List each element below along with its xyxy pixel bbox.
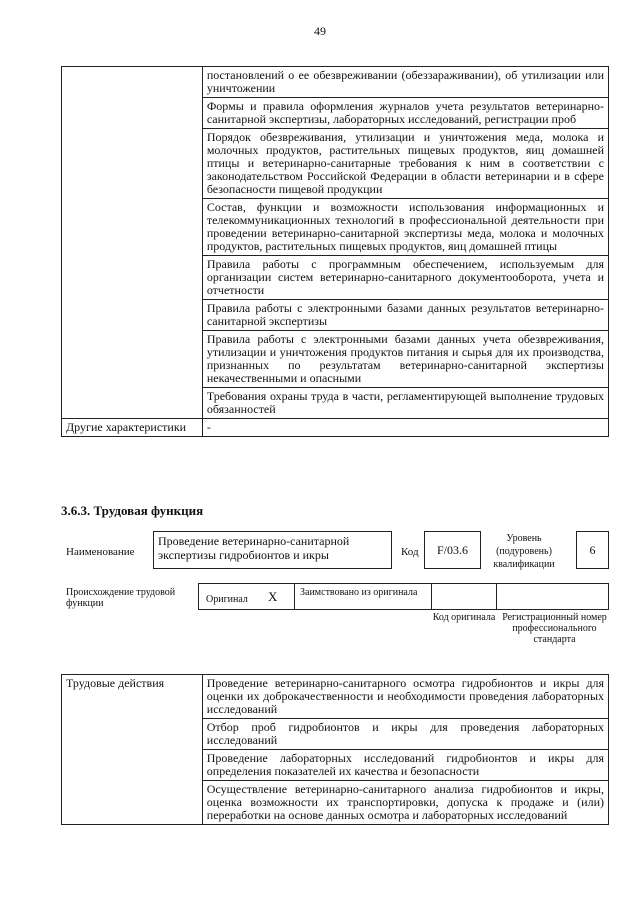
- origin-label: Происхождение трудовой функции: [66, 587, 176, 609]
- action-item: Отбор проб гидробионтов и икры для проведения лабораторных исследований: [202, 719, 608, 750]
- original-mark: X: [268, 589, 278, 604]
- other-characteristics-value: -: [202, 419, 608, 437]
- knowledge-item: Требования охраны труда в части, регламентирующей выполнение трудовых обязанностей: [202, 388, 608, 419]
- code-original-label: Код оригинала: [432, 612, 496, 623]
- level-value: 6: [576, 531, 609, 569]
- action-item: Проведение ветеринарно-санитарного осмотра гидробионтов и икры для оценки их доброкачественности и необходимости проведения лабораторных исследований: [202, 675, 608, 719]
- knowledge-table: [61, 66, 609, 437]
- action-item: Осуществление ветеринарно-санитарного анализа гидробионтов и икры, оценка возможности их транспортировки, допуска к продаже и (или) переработки на основе данных осмотра и лабораторных исследований: [202, 781, 608, 825]
- table-row: [62, 67, 609, 98]
- function-code: F/03.6: [424, 531, 481, 569]
- table-row: [62, 675, 609, 719]
- original-label: Оригинал: [206, 594, 248, 605]
- code-label: Код: [401, 546, 419, 558]
- function-name: Проведение ветеринарно-санитарной экспертизы гидробионтов и икры: [153, 531, 392, 569]
- knowledge-item: Правила работы с программным обеспечением, используемым для организации систем ветеринарно-санитарного документооборота, учета и отчетности: [202, 256, 608, 300]
- knowledge-item: Порядок обезвреживания, утилизации и уничтожения меда, молока и молочных продуктов, растительных пищевых продуктов, яиц домашней птицы и ветеринарно-санитарные требования к ним в соответствии с законодательством Российской Федерации в области ветеринарии и в сфере безопасности пищевой продукции: [202, 129, 608, 199]
- borrowed-label: Заимствовано из оригинала: [300, 587, 418, 598]
- reg-number-label: Регистрационный номер профессионального стандарта: [502, 612, 607, 645]
- actions-label: Трудовые действия: [62, 675, 203, 825]
- actions-table: [61, 674, 609, 825]
- page-number: 49: [314, 24, 326, 38]
- knowledge-item: Состав, функции и возможности использования информационных и телекоммуникационных технологий в профессиональной деятельности при проведении ветеринарно-санитарной экспертизы меда, молока и молочных продуктов, растительных пищевых продуктов, яиц домашней птицы: [202, 199, 608, 256]
- empty-label-cell: [62, 67, 203, 419]
- knowledge-item: Правила работы с электронными базами данных результатов ветеринарно-санитарной экспертизы: [202, 300, 608, 331]
- knowledge-item: постановлений о ее обезвреживании (обеззараживании), об утилизации или уничтожении: [202, 67, 608, 98]
- level-label: Уровень (подуровень) квалификации: [493, 533, 555, 570]
- name-label: Наименование: [66, 546, 135, 558]
- knowledge-item: Правила работы с электронными базами данных учета обезвреживания, утилизации и уничтожения продуктов питания и сырья для их производства, признанных по результатам ветеринарно-санитарной экспертизы некачественными и опасными: [202, 331, 608, 388]
- knowledge-item: Формы и правила оформления журналов учета результатов ветеринарно-санитарной экспертизы, лабораторных исследований, регистрации проб: [202, 98, 608, 129]
- section-title: 3.6.3. Трудовая функция: [61, 503, 204, 518]
- action-item: Проведение лабораторных исследований гидробионтов и икры для определения показателей их качества и безопасности: [202, 750, 608, 781]
- table-row: [62, 419, 609, 437]
- other-characteristics-label: Другие характеристики: [62, 419, 203, 437]
